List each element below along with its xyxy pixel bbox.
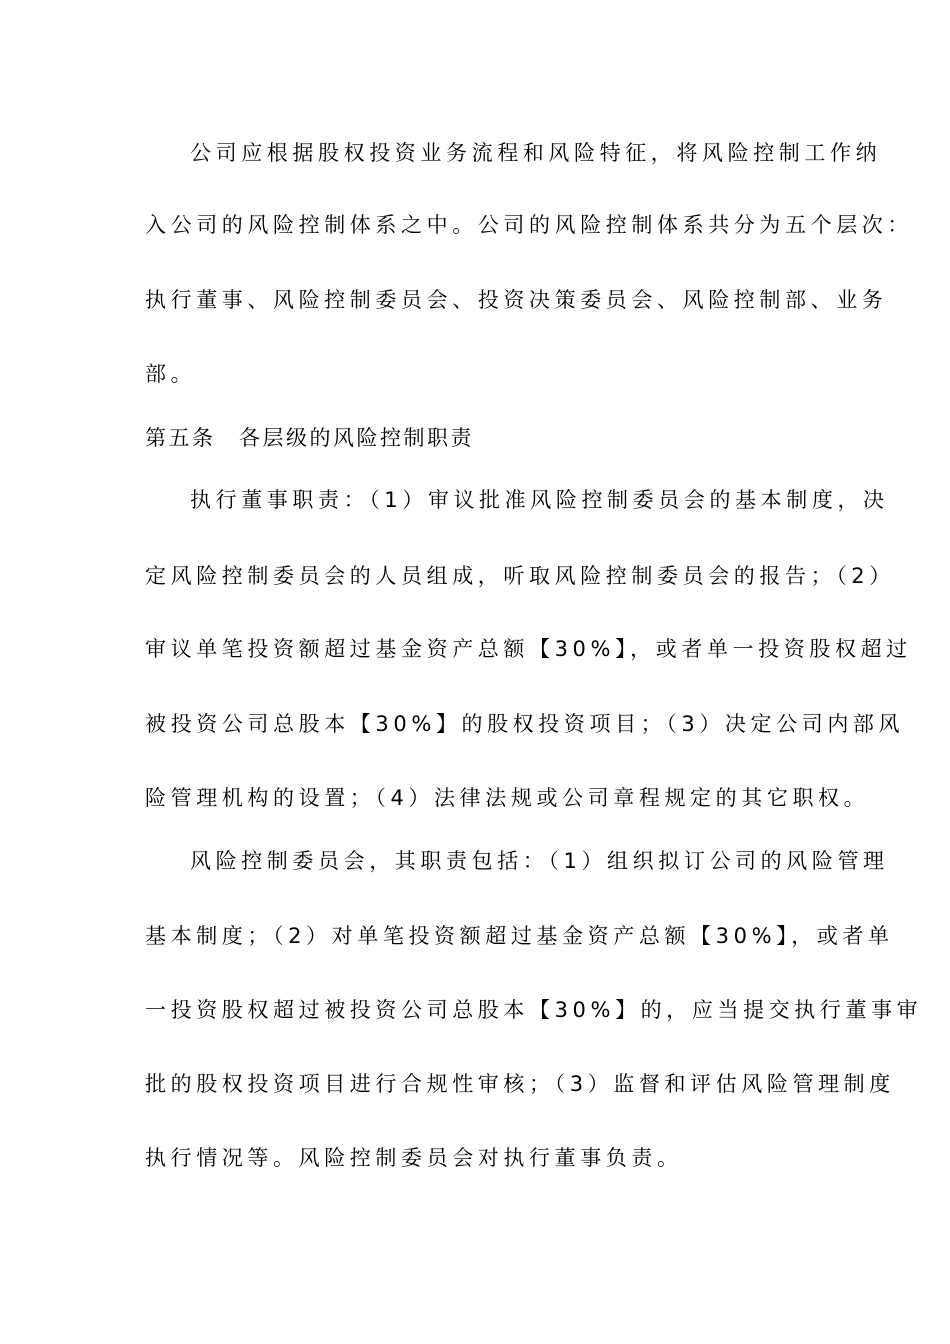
paragraph-line: 执行董事、风险控制委员会、投资决策委员会、风险控制部、业务 [145,288,888,312]
paragraph-line: 入公司的风险控制体系之中。公司的风险控制体系共分为五个层次： [145,213,913,237]
section-heading: 第五条 各层级的风险控制职责 [145,426,474,450]
paragraph-line: 执行董事职责：（1）审议批准风险控制委员会的基本制度，决 [190,488,889,512]
paragraph-line: 审议单笔投资额超过基金资产总额【30%】，或者单一投资股权超过 [145,637,912,661]
paragraph-line: 部。 [145,362,197,386]
paragraph-line: 定风险控制委员会的人员组成，听取风险控制委员会的报告；（2） [145,564,895,588]
paragraph-line: 公司应根据股权投资业务流程和风险特征，将风险控制工作纳 [190,141,882,165]
paragraph-line: 风险控制委员会，其职责包括：（1）组织拟订公司的风险管理 [190,849,889,873]
paragraph-line: 批的股权投资项目进行合规性审核；（3）监督和评估风险管理制度 [145,1072,895,1096]
paragraph-line: 险管理机构的设置；（4）法律法规或公司章程规定的其它职权。 [145,786,870,810]
paragraph-line: 执行情况等。风险控制委员会对执行董事负责。 [145,1146,683,1170]
paragraph-line: 一投资股权超过被投资公司总股本【30%】的，应当提交执行董事审 [145,998,923,1022]
paragraph-line: 基本制度；（2）对单笔投资额超过基金资产总额【30%】，或者单 [145,924,894,948]
paragraph-line: 被投资公司总股本【30%】的股权投资项目；（3）决定公司内部风 [145,712,905,736]
